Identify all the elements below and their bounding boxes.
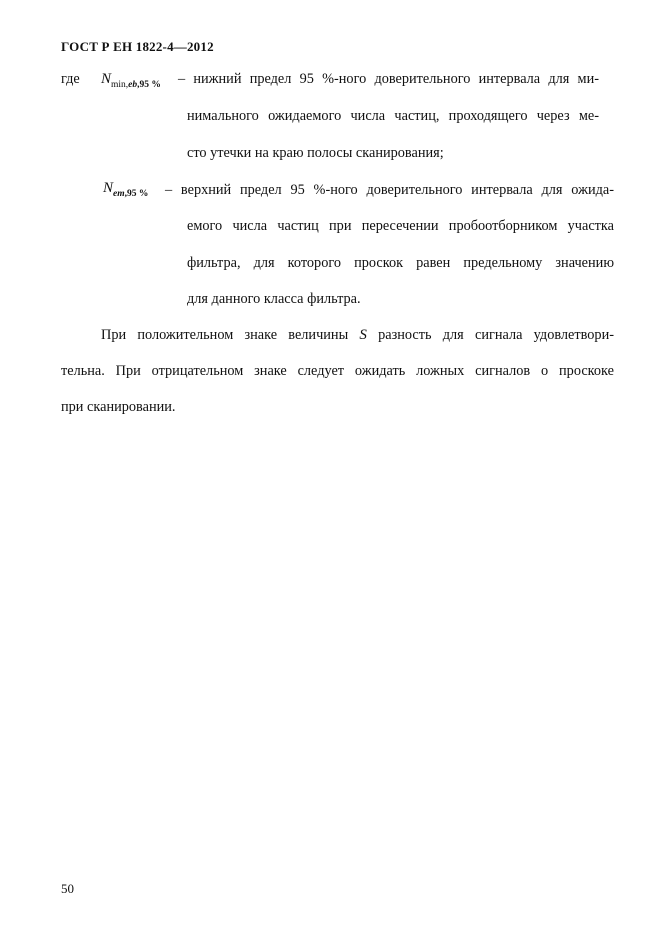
symbol-sub-prefix: min, [111, 80, 129, 90]
paragraph-line-1-pre: При положительном знаке величины [101, 327, 360, 343]
definition-2-line-3: фильтра, для которого проскок равен предельному значению [187, 255, 614, 271]
document-header: ГОСТ Р ЕН 1822-4—2012 [61, 39, 214, 54]
where-word: где [61, 71, 80, 87]
variable-s: S [359, 327, 367, 343]
symbol-sub-tail: ,95 % [137, 80, 161, 90]
definition-2-line-2: емого числа частиц при пересечении пробоотборником участка [187, 218, 614, 234]
paragraph-line-1 [101, 326, 614, 344]
symbol-subscript [113, 189, 148, 199]
definition-2-line-4: для данного класса фильтра. [187, 291, 361, 307]
definition-1-line-1: – нижний предел 95 %-ного доверительного интервала для ми- [178, 71, 599, 87]
symbol-n-em [103, 179, 148, 199]
definition-2-line-1: – верхний предел 95 %-ного доверительного интервала для ожида- [165, 182, 614, 198]
symbol-main: N [103, 180, 114, 196]
definition-1-line-3: сто утечки на краю полосы сканирования; [187, 145, 444, 161]
symbol-subscript [111, 80, 161, 90]
page-number: 50 [61, 881, 74, 896]
symbol-sub-tail: ,95 % [124, 189, 149, 199]
paragraph-line-3: при сканировании. [61, 399, 176, 415]
symbol-n-min-eb [101, 70, 161, 90]
definition-1-line-2: нимального ожидаемого числа частиц, проходящего через ме- [187, 108, 599, 124]
paragraph-line-1-post: разность для сигнала удовлетвори- [366, 327, 614, 343]
symbol-sub-italic: em [113, 189, 125, 199]
paragraph-line-2: тельна. При отрицательном знаке следует ожидать ложных сигналов о проскоке [61, 363, 614, 379]
symbol-sub-italic: eb [128, 80, 138, 90]
symbol-main: N [101, 71, 112, 87]
